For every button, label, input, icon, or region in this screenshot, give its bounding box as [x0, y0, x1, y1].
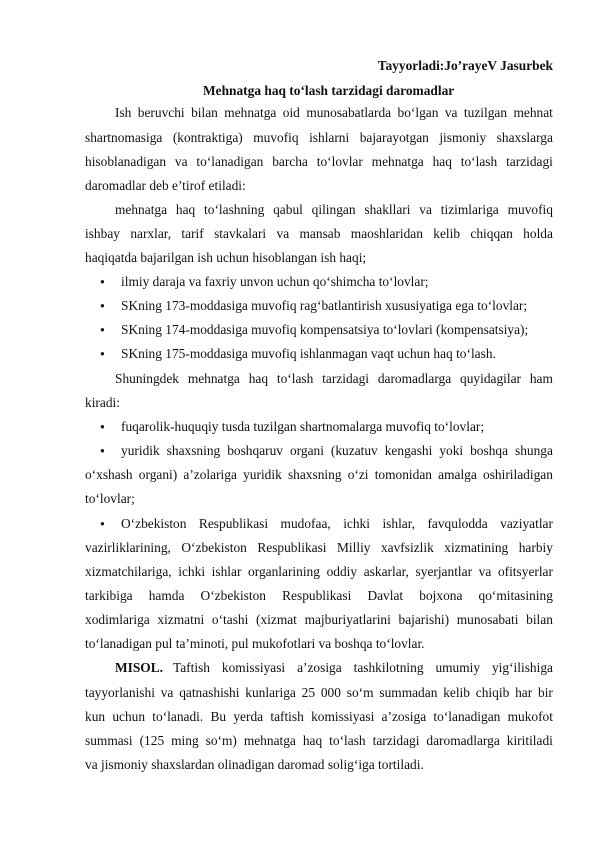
bullet-icon: ● — [100, 277, 105, 286]
bullet-icon: ● — [100, 349, 105, 358]
list-item-line: o‘xshash organi) a’zolariga yuridik shaxsning o‘zi tomonidan amalga oshiriladigan — [85, 467, 553, 482]
list-item: fuqarolik-huquqiy tusda tuzilgan shartnomalarga muvofiq to‘lovlar; — [121, 419, 485, 434]
list-item-line: xodimlariga xizmatni o‘tashi (xizmat majburiyatlarini bajarishi) munosabati bilan — [85, 612, 553, 627]
list-item-line: to‘lovlar; — [85, 491, 135, 506]
paragraph-line: haqiqatda bajarilgan ish uchun hisoblangan ish haqi; — [85, 250, 367, 265]
example-line: va jismoniy shaxslardan olinadigan daromad solig‘iga tortiladi. — [85, 757, 424, 772]
list-item: SKning 174-moddasiga muvofiq kompensatsiya to‘lovlari (kompensatsiya); — [121, 322, 529, 337]
bullet-icon: ● — [100, 446, 105, 455]
list-item: ilmiy daraja va faxriy unvon uchun qo‘shimcha to‘lovlar; — [121, 274, 429, 289]
list-item-line: xizmatchilariga, ichki ishlar organlarining oddiy askarlar, syerjantlar va ofitsyerlar — [85, 564, 553, 579]
paragraph-line: Ish beruvchi bilan mehnatga oid munosabatlarda bo‘lgan va tuzilgan mehnat — [115, 105, 553, 120]
list-item-line: to‘lanadigan pul ta’minoti, pul mukofotlari va boshqa to‘lovlar. — [85, 636, 425, 651]
example-line: kun uchun to‘lanadi. Bu yerda taftish komissiyasi a’zosiga to‘lanadigan mukofot — [85, 709, 553, 724]
paragraph-line: kiradi: — [85, 395, 120, 410]
paragraph-line: Shuningdek mehnatga haq to‘lash tarzidagi daromadlarga quyidagilar ham — [115, 371, 553, 386]
paragraph-line: mehnatga haq to‘lashning qabul qilingan shakllari va tizimlariga muvofiq — [115, 202, 553, 217]
example-line: Taftish komissiyasi a’zosiga tashkilotning umumiy yig‘ilishiga — [173, 660, 553, 675]
list-item: SKning 173-moddasiga muvofiq rag‘batlantirish xususiyatiga ega to‘lovlar; — [121, 298, 528, 313]
paragraph-line: daromadlar deb e’tirof etiladi: — [85, 178, 246, 193]
list-item-line: yuridik shaxsning boshqaruv organi (kuzatuv kengashi yoki boshqa shunga — [121, 443, 553, 458]
document-title: Mehnatga haq to‘lash tarzidagi daromadlar — [203, 83, 455, 98]
bullet-icon: ● — [100, 325, 105, 334]
paragraph-line: shartnomasiga (kontraktiga) muvofiq ishlarni bajarayotgan jismoniy shaxslarga — [85, 130, 553, 145]
bullet-icon: ● — [100, 301, 105, 310]
list-item-line: vazirliklarining, O‘zbekiston Respublikasi Milliy xavfsizlik xizmatining harbiy — [85, 540, 553, 555]
example-line: tayyorlanishi va qatnashishi kunlariga 25 000 so‘m summadan kelib chiqib har bir — [85, 685, 553, 700]
bullet-icon: ● — [100, 519, 105, 528]
example-line: summasi (125 ming so‘m) mehnatga haq to‘lash tarzidagi daromadlarga kiritiladi — [85, 733, 553, 748]
list-item-line: O‘zbekiston Respublikasi mudofaa, ichki ishlar, favqulodda vaziyatlar — [121, 516, 553, 531]
list-item-line: tarkibiga hamda O‘zbekiston Respublikasi Davlat bojxona qo‘mitasining — [85, 588, 553, 603]
list-item: SKning 175-moddasiga muvofiq ishlanmagan vaqt uchun haq to‘lash. — [121, 346, 496, 361]
bullet-icon: ● — [100, 422, 105, 431]
author-line: Tayyorladi:Jo’rayeV Jasurbek — [377, 58, 553, 73]
paragraph-line: ishbay narxlar, tarif stavkalari va mansab maoshlaridan kelib chiqqan holda — [85, 226, 553, 241]
example-label: MISOL. — [115, 660, 163, 675]
paragraph-line: hisoblanadigan va to‘lanadigan barcha to‘lovlar mehnatga haq to‘lash tarzidagi — [85, 154, 553, 169]
